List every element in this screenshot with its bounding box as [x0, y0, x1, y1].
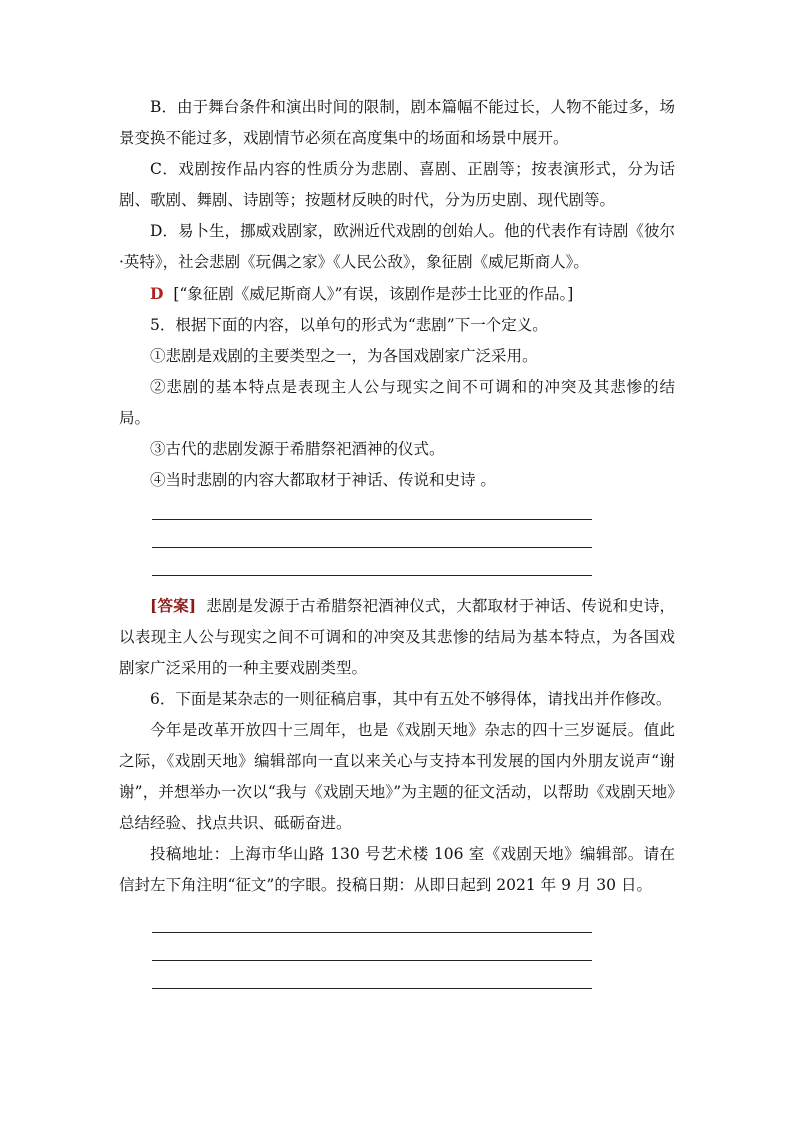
option-c: C．戏剧按作品内容的性质分为悲剧、喜剧、正剧等；按表演形式，分为话剧、歌剧、舞剧、诗剧等；按题材反映的时代，分为历史剧、现代剧等。: [119, 160, 675, 209]
question6-prompt: 6．下面是某杂志的一则征稿启事，其中有五处不够得体，请找出并作修改。: [150, 690, 672, 708]
question5-item-4: ④当时悲剧的内容大都取材于神话、传说和史诗 。: [150, 471, 496, 489]
answer-letter: D: [150, 284, 164, 303]
document-page: [119, 92, 675, 989]
answer-line[interactable]: [152, 548, 592, 576]
question4-answer: [119, 278, 675, 310]
answer-line[interactable]: [152, 520, 592, 548]
answer-text: 悲剧是发源于古希腊祭祀酒神仪式，大都取材于神话、传说和史诗，以表现主人公与现实之间不可调和的冲突及其悲惨的结局为基本特点，为各国戏剧家广泛采用的一种主要戏剧类型。: [119, 597, 675, 677]
question5-item-3: ③古代的悲剧发源于希腊祭祀酒神的仪式。: [150, 440, 445, 458]
answer-tag: [答案]: [150, 596, 197, 615]
answer-lines-q6: [119, 905, 675, 989]
question5-item-1: ①悲剧是戏剧的主要类型之一，为各国戏剧家广泛采用。: [150, 347, 538, 365]
answer-line[interactable]: [152, 492, 592, 520]
question6-paragraph-1: 今年是改革开放四十三周年，也是《戏剧天地》杂志的四十三岁诞辰。值此之际，《戏剧天地》编辑部向一直以来关心与支持本刊发展的国内外朋友说声“谢谢”，并想举办一次以“我与《戏剧天地》”为主题的征文活动，以帮助《戏剧天地》总结经验、找点共识、砥砺奋进。: [119, 721, 675, 832]
question5-answer: [119, 590, 675, 684]
answer-line[interactable]: [152, 905, 592, 933]
answer-line[interactable]: [152, 961, 592, 989]
option-d: D．易卜生，挪威戏剧家，欧洲近代戏剧的创始人。他的代表作有诗剧《彼尔·英特》，社会悲剧《玩偶之家》《人民公敌》，象征剧《威尼斯商人》。: [119, 222, 675, 271]
answer-explanation: [“象征剧《威尼斯商人》”有误，该剧作是莎士比亚的作品。]: [173, 285, 574, 303]
option-b: B．由于舞台条件和演出时间的限制，剧本篇幅不能过长，人物不能过多，场景变换不能过多，戏剧情节必须在高度集中的场面和场景中展开。: [119, 98, 675, 147]
answer-line[interactable]: [152, 933, 592, 961]
question6-paragraph-2: 投稿地址：上海市华山路 130 号艺术楼 106 室《戏剧天地》编辑部。请在信封左下角注明“征文”的字眼。投稿日期：从即日起到 2021 年 9 月 30 日。: [119, 845, 675, 894]
question5-item-2: ②悲剧的基本特点是表现主人公与现实之间不可调和的冲突及其悲惨的结局。: [119, 378, 675, 427]
answer-lines-q5: [119, 492, 675, 576]
question5-prompt: 5．根据下面的内容，以单句的形式为“悲剧”下一个定义。: [150, 316, 548, 334]
